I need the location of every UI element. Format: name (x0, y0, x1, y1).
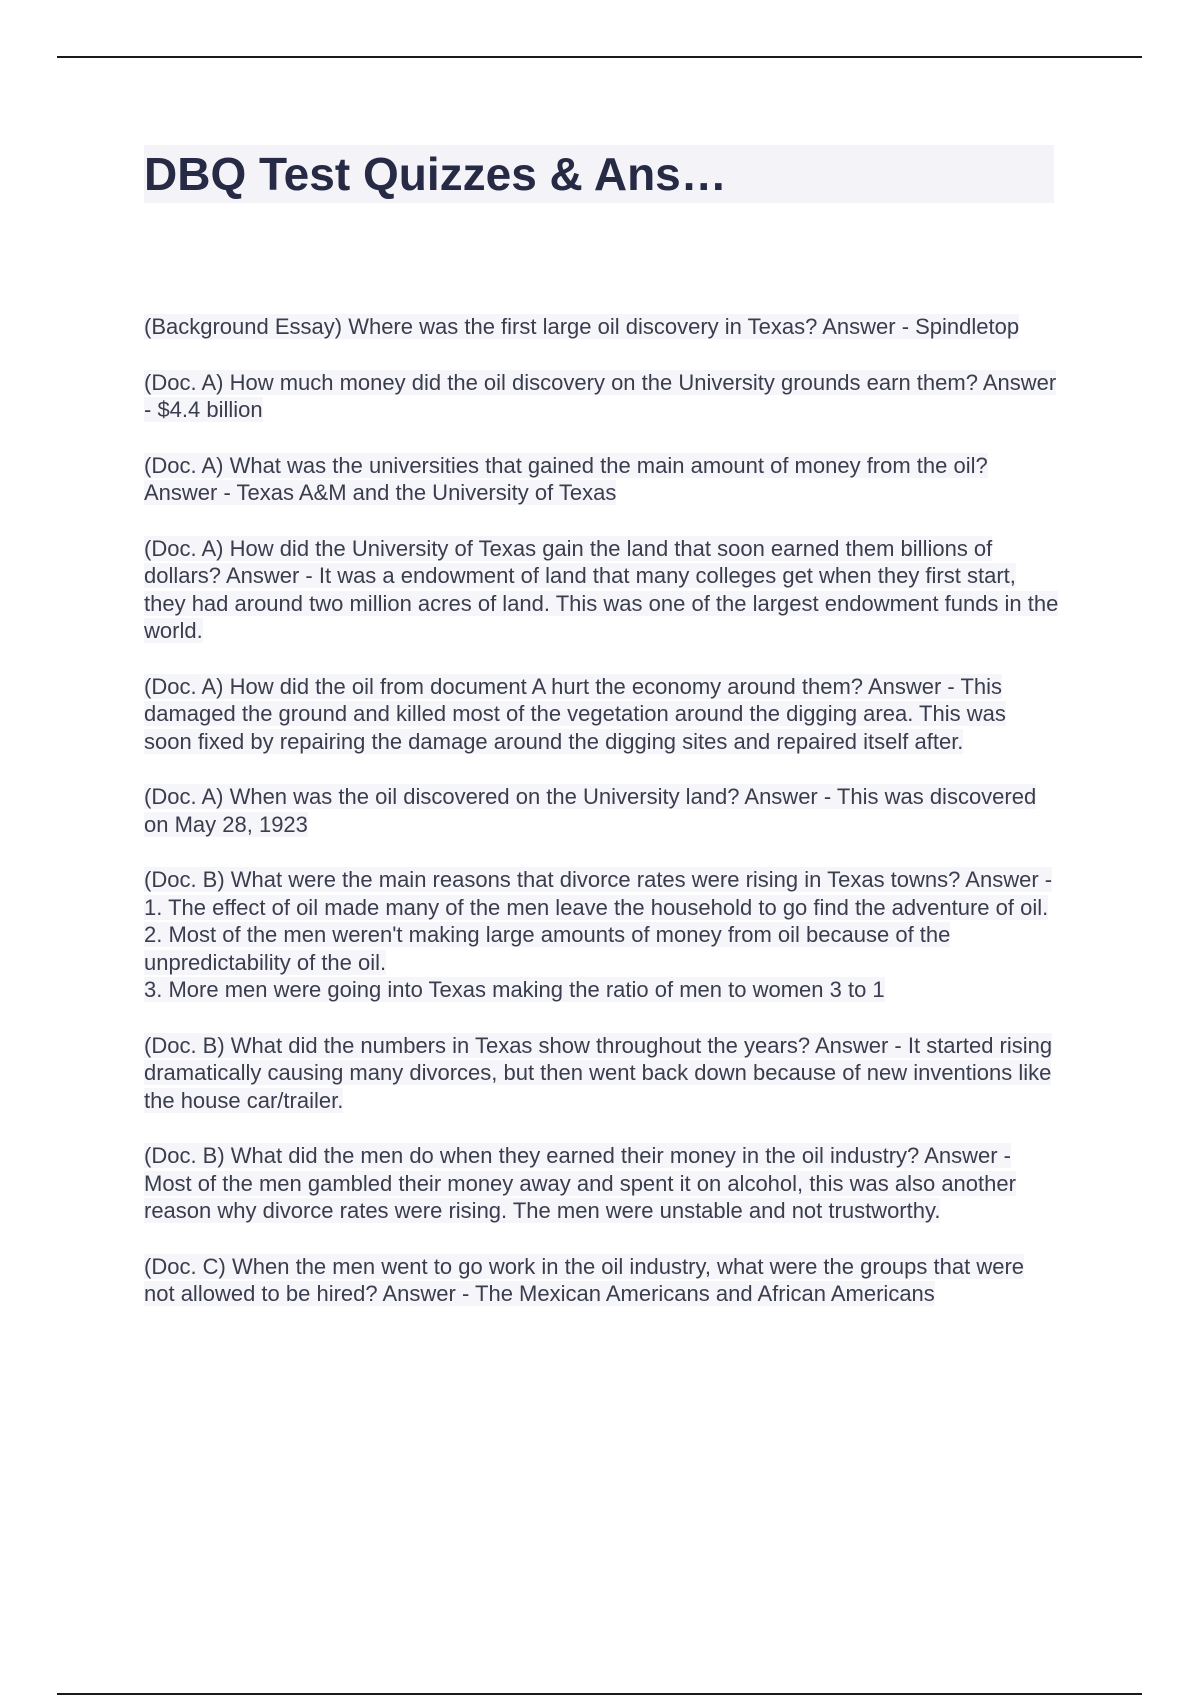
title-block (144, 145, 1054, 203)
qa-list (144, 313, 1059, 1336)
qa-item-text: (Doc. A) What was the universities that gained the main amount of money from the oil? Answer - Texas A&M and the University of Texas (144, 452, 988, 505)
qa-item (144, 783, 1059, 838)
bottom-rule (57, 1693, 1142, 1695)
qa-item-text: (Doc. B) What did the men do when they earned their money in the oil industry? Answer - Most of the men gambled their money away and spent it on alcohol, this was also another reason why divorce rates were rising. The men were unstable and not trustworthy. (144, 1143, 1016, 1223)
qa-item-text: (Doc. C) When the men went to go work in the oil industry, what were the groups that were not allowed to be hired? Answer - The Mexican Americans and African Americans (144, 1253, 1024, 1306)
qa-item-text: (Doc. A) How did the University of Texas gain the land that soon earned them billions of dollars? Answer - It was a endowment of land that many colleges get when they first start, they had around two million acres of land. This was one of the largest endowment funds in the world. (144, 535, 1059, 643)
qa-item-text: (Doc. A) When was the oil discovered on the University land? Answer - This was discovered on May 28, 1923 (144, 784, 1037, 837)
qa-item (144, 866, 1059, 1004)
qa-item (144, 1032, 1059, 1115)
qa-item-text: (Doc. A) How did the oil from document A hurt the economy around them? Answer - This damaged the ground and killed most of the vegetation around the digging area. This was soon fixed by repairing the damage around the digging sites and repaired itself after. (144, 673, 1006, 754)
qa-item-text: (Background Essay) Where was the first large oil discovery in Texas? Answer - Spindletop (144, 314, 1020, 339)
qa-item (144, 1142, 1059, 1225)
qa-item-text: (Doc. B) What did the numbers in Texas show throughout the years? Answer - It started rising dramatically causing many divorces, but then went back down because of new inventions like the house car/trailer. (144, 1032, 1053, 1113)
qa-item-text: (Doc. A) How much money did the oil discovery on the University grounds earn them? Answer - $4.4 billion (144, 369, 1057, 422)
top-rule (57, 56, 1142, 58)
qa-item-text: (Doc. B) What were the main reasons that divorce rates were rising in Texas towns? Answer - 1. The effect of oil made many of the men leave the household to go find the adventure of oil. 2. Most of the men weren't making large amounts of money from oil because of the unpredictability of the oil. 3. More men were going into Texas making the ratio of men to women 3 to 1 (144, 867, 1053, 1002)
qa-item (144, 673, 1059, 756)
qa-item (144, 535, 1059, 645)
qa-item (144, 452, 1059, 507)
qa-item (144, 369, 1059, 424)
qa-item (144, 1253, 1059, 1308)
document-title: DBQ Test Quizzes & Ans… (144, 148, 727, 200)
qa-item (144, 313, 1059, 341)
